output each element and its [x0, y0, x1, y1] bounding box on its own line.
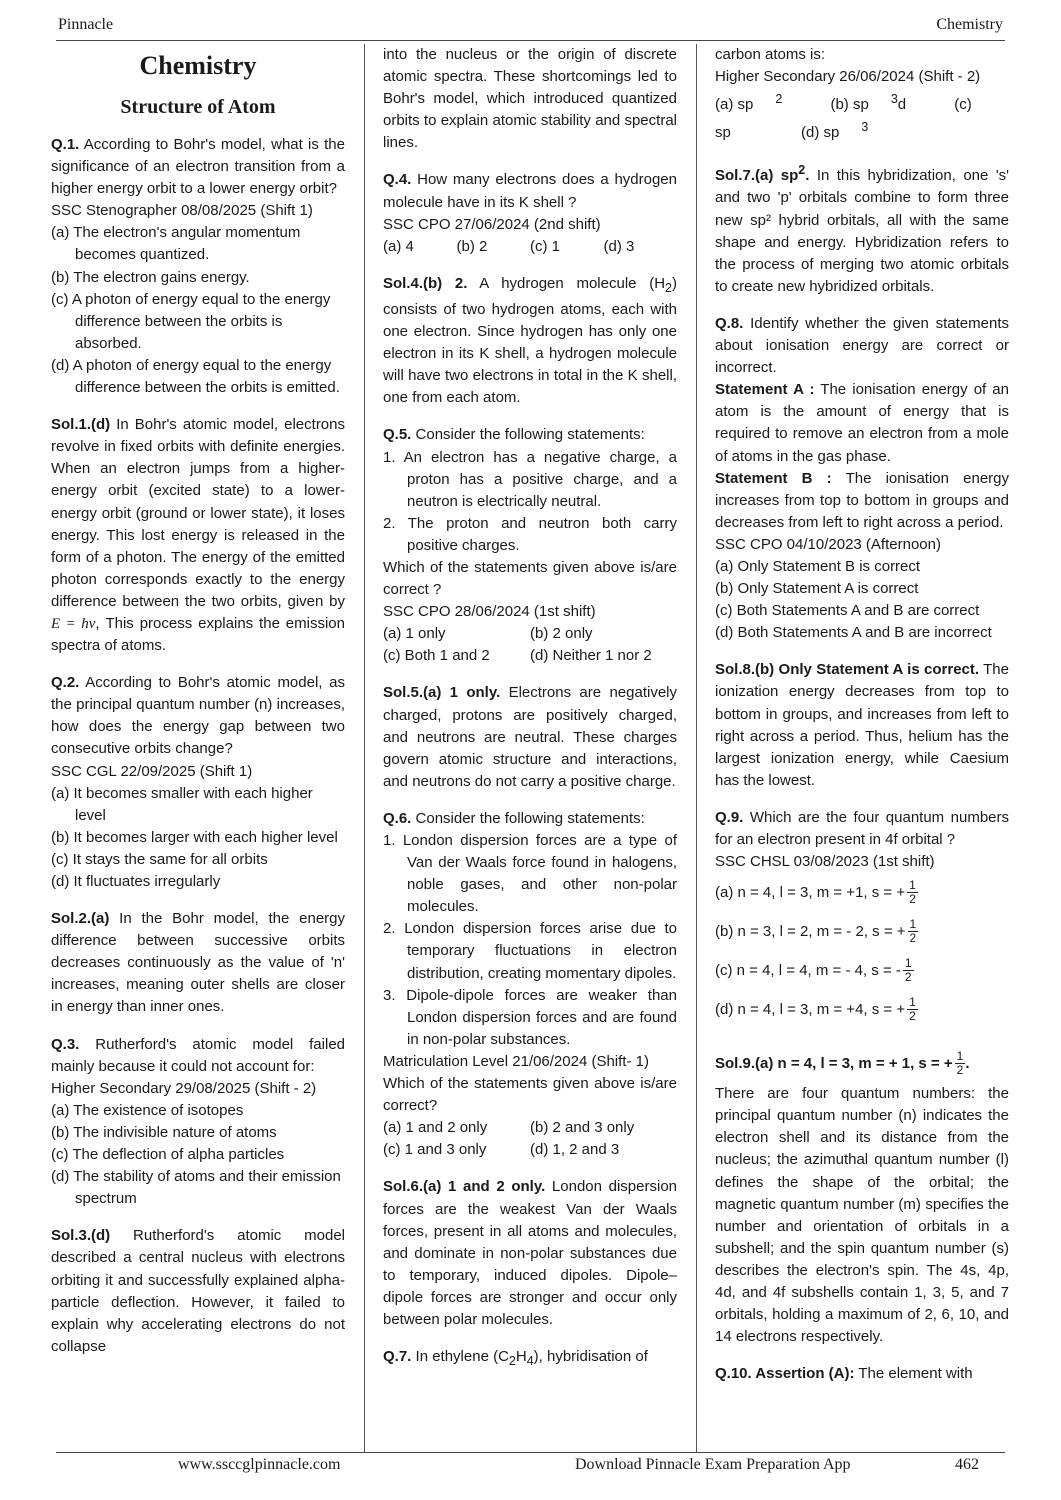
chapter-title: Structure of Atom — [120, 96, 276, 118]
exam-source: SSC Stenographer 08/08/2025 (Shift 1) — [51, 202, 313, 220]
statement-3: 3. Dipole-dipole forces are weaker than London dispersion forces and are found in non-polar substances. — [383, 986, 677, 1048]
solution-label: Sol.8.(b) Only Statement A is correct. — [715, 661, 980, 679]
option-a: (a) 1 only — [383, 625, 446, 643]
option-b: (b) Only Statement A is correct — [715, 580, 919, 598]
header-subject: Chemistry — [936, 16, 1003, 33]
exam-source: Matriculation Level 21/06/2024 (Shift- 1) — [383, 1052, 649, 1070]
page-number: 462 — [955, 1456, 979, 1473]
option-d: (d) 3 — [603, 237, 635, 255]
exam-source: SSC CHSL 03/08/2023 (1st shift) — [715, 853, 935, 871]
question-6 — [383, 808, 677, 1162]
option-d: (d) Both Statements A and B are incorrect — [715, 624, 992, 642]
question-7-options — [715, 88, 1009, 144]
question-label: Q.10. Assertion (A): — [715, 1365, 855, 1383]
exam-source: Higher Secondary 26/06/2024 (Shift - 2) — [715, 68, 981, 86]
option-c: (c) 1 — [530, 237, 560, 255]
option-d: (d) It fluctuates irregularly — [51, 873, 221, 890]
exam-source: SSC CGL 22/09/2025 (Shift 1) — [51, 762, 253, 780]
solution-label: Sol.5.(a) 1 only. — [383, 684, 501, 702]
option-a: (a) sp $^2$ — [715, 92, 783, 114]
page-title: Chemistry — [139, 51, 257, 80]
option-d: (d) 1, 2 and 3 — [530, 1141, 620, 1159]
question-label: Q.6. — [383, 809, 412, 827]
page-header — [58, 14, 1003, 40]
option-b: (b) It becomes larger with each higher level — [51, 828, 338, 846]
option-b: (b) 2 and 3 only — [530, 1119, 635, 1137]
solution-label: Sol.9.(a) n = 4, l = 3, m = + 1, s = + — [715, 1054, 953, 1072]
column-1 — [51, 44, 345, 1450]
solution-5: Sol.5.(a) 1 only. Electrons are negatively charged, protons are positively charged, and neutrons are neutral. These charges govern atomic structure and interactions, and neutrons do not carry a positive charge. — [383, 684, 677, 790]
option-c: (c) Both Statements A and B are correct — [715, 602, 980, 620]
solution-label: Sol.6.(a) 1 and 2 only. — [383, 1178, 546, 1196]
statement-2: 2. London dispersion forces arise due to temporary fluctuations in electron distribution, creating momentary dipoles. — [383, 920, 677, 982]
exam-source: SSC CPO 28/06/2024 (1st shift) — [383, 603, 596, 621]
option-d: (d) n = 4, l = 3, m = +4, s = + $\frac{1}{2}$ — [715, 995, 916, 1024]
question-label: Q.4. — [383, 171, 412, 189]
option-a: (a) The electron's angular momentum becomes quantized. — [51, 224, 301, 264]
question-label: Q.5. — [383, 426, 412, 444]
question-label: Q.3. — [51, 1035, 80, 1053]
solution-8: Sol.8.(b) Only Statement A is correct. The ionization energy decreases from top to bottom in groups, and increases from left to right across a period. Thus, helium has the largest ionization energy, while Caesium has the lowest. — [715, 661, 1009, 789]
solution-label: Sol.1.(d) — [51, 416, 111, 434]
statement-2: 2. The proton and neutron both carry positive charges. — [383, 514, 677, 554]
solution-label: Sol.7.(a) $sp^2$. — [715, 163, 810, 185]
header-brand: Pinnacle — [58, 16, 114, 33]
option-a: (a) n = 4, l = 3, m = +1, s = + $\frac{1}{2}$ — [715, 878, 916, 907]
option-d: (d) A photon of energy equal to the energy difference between the orbits is emitted. — [51, 356, 340, 397]
question-label: Q.7. — [383, 1348, 412, 1366]
question-text: Consider the following statements: — [411, 426, 645, 444]
solution-label: Sol.4.(b) 2. — [383, 274, 468, 292]
option-c: (c) Both 1 and 2 — [383, 647, 490, 665]
exam-source: SSC CPO 27/06/2024 (2nd shift) — [383, 215, 601, 233]
solution-label: Sol.3.(d) — [51, 1227, 111, 1245]
option-d: (d) Neither 1 nor 2 — [530, 647, 652, 665]
solution-label: Sol.2.(a) — [51, 910, 110, 928]
option-b: (b) 2 — [456, 237, 488, 255]
option-b: (b) 2 only — [530, 625, 593, 643]
question-ask: Which of the statements given above is/are correct ? — [383, 558, 677, 599]
column-3 — [715, 44, 1009, 1450]
statement-a: Statement A : The ionisation energy of an atom is the amount of energy that is required to remove an electron from a mole of atoms in the gas phase. — [715, 381, 1009, 465]
question-5 — [383, 424, 677, 667]
question-7-continued: carbon atoms is: — [715, 46, 826, 63]
question-text: According to Bohr's model, what is the significance of an electron transition from a higher energy orbit to a lower energy orbit? — [51, 136, 345, 198]
question-ask: Which of the statements given above is/are correct? — [383, 1075, 677, 1115]
question-label: Q.1. — [51, 136, 80, 153]
question-10: Q.10. Assertion (A): The element with — [715, 1365, 973, 1383]
option-a: (a) 1 and 2 only — [383, 1119, 488, 1137]
option-c: (c) sp — [715, 96, 972, 142]
option-c: (c) It stays the same for all orbits — [51, 850, 268, 868]
option-c: (c) The deflection of alpha particles — [51, 1146, 285, 1164]
question-3 — [51, 1034, 345, 1211]
question-label: Q.2. — [51, 674, 80, 692]
column-divider-2 — [696, 44, 697, 1452]
subscript: 4 — [526, 1354, 534, 1369]
footer-divider — [56, 1452, 1005, 1453]
option-a: (a) It becomes smaller with each higher level — [51, 784, 313, 824]
formula: E = hν — [51, 615, 96, 632]
option-a: (a) 4 — [383, 237, 414, 255]
header-divider — [56, 40, 1005, 41]
option-a: (a) The existence of isotopes — [51, 1101, 244, 1119]
exam-source: Higher Secondary 29/08/2025 (Shift - 2) — [51, 1079, 317, 1097]
question-label: Q.8. — [715, 314, 744, 332]
footer-website-link[interactable]: www.ssccglpinnacle.com — [178, 1456, 341, 1473]
footer-app-promo: Download Pinnacle Exam Preparation App — [575, 1456, 851, 1473]
solution-2: Sol.2.(a) In the Bohr model, the energy difference between successive orbits decreases continuously as the value of 'n' increases, meaning outer shells are closer in energy than inner ones. — [51, 910, 345, 1016]
question-4 — [383, 169, 677, 257]
question-text: Which are the four quantum numbers for an electron present in 4f orbital ? — [715, 808, 1009, 848]
page-footer — [0, 1456, 1061, 1480]
option-b: (b) The electron gains energy. — [51, 268, 250, 286]
option-c: (c) n = 4, l = 4, m = - 4, s = - $\frac{1}{2}$ — [715, 956, 912, 985]
question-text: Rutherford's atomic model failed mainly because it could not account for: — [51, 1035, 345, 1075]
subscript: 2 — [508, 1354, 516, 1369]
option-c: (c) A photon of energy equal to the energy difference between the orbits is absorbed. — [51, 290, 331, 352]
solution-9: Sol.9.(a) n = 4, l = 3, m = + 1, s = + $\frac{1}{2}$ . There are four quantum numbers: the principal quantum number (n) indicates the electron shell and its distance from the nucleus; the azimuthal quantum number (l) defines the shape of the orbital; the magnetic quantum number (m) specifies the number and orientation of orbitals in a subshell; and the spin quantum number (s) describes the electron's spin. The 4s, 4p, 4d, and 4f subshells contain 1, 3, 5, and 7 orbitals, holding a maximum of 2, 6, 10, and 14 electrons respectively. — [715, 1049, 1009, 1346]
question-8 — [715, 313, 1009, 644]
question-text: How many electrons does a hydrogen molecule have in its K shell ? — [383, 171, 677, 211]
column-divider-1 — [364, 44, 365, 1452]
option-c: (c) 1 and 3 only — [383, 1141, 487, 1159]
option-b: (b) n = 3, l = 2, m = - 2, s = + $\frac{1}{2}$ — [715, 917, 917, 946]
solution-6: Sol.6.(a) 1 and 2 only. London dispersion forces are the weakest Van der Waals forces, present in all atoms and molecules, and dominate in non-polar substances due to temporary, induced dipoles. Dipole–dipole forces are stronger and occur only between polar molecules. — [383, 1178, 677, 1328]
question-7: Q.7. In ethylene $(C_2H_4)$, hybridisation of — [383, 1348, 648, 1369]
question-text: Identify whether the given statements about ionisation energy are correct or incorrect. — [715, 314, 1009, 377]
solution-1: Sol.1.(d) In Bohr's atomic model, electrons revolve in fixed orbits with definite energies. When an electron jumps from a higher-energy orbit (excited state) to a lower-energy orbit (ground or lower state), it loses energy. This lost energy is released in the form of a photon. The energy of the emitted photon corresponds exactly to the energy difference between the two orbits, given by E = hν, This process explains the emission spectra of atoms. — [51, 416, 345, 655]
question-2 — [51, 672, 345, 893]
question-label: Q.9. — [715, 808, 744, 826]
question-1 — [51, 134, 345, 399]
option-b: (b) The indivisible nature of atoms — [51, 1123, 277, 1141]
statement-1: 1. An electron has a negative charge, a proton has a positive charge, and a neutron is electrically neutral. — [383, 448, 677, 510]
option-d: (d) sp $^3$ — [801, 120, 869, 142]
column-2 — [383, 44, 677, 1450]
question-text: Consider the following statements: — [411, 809, 645, 827]
option-b: (b) sp $^3$d — [830, 92, 907, 114]
solution-4: Sol.4.(b) 2. A hydrogen molecule $(H_2)$ consists of two hydrogen atoms, each with one electron. Since hydrogen has only one electron in its K shell, a hydrogen molecule will have two electrons in total in the K shell, one from each atom. — [383, 274, 677, 407]
question-text: According to Bohr's atomic model, as the principal quantum number (n) increases, how does the energy gap between two consecutive orbits change? — [51, 674, 345, 758]
solution-3-continued: into the nucleus or the origin of discrete atomic spectra. These shortcomings led to Bohr's model, which introduced quantized orbits to explain atomic stability and spectral lines. — [383, 46, 677, 152]
statement-1: 1. London dispersion forces are a type of Van der Waals force found in halogens, noble gases, and other non-polar molecules. — [383, 832, 677, 916]
option-d: (d) The stability of atoms and their emission spectrum — [51, 1168, 341, 1208]
subscript: 2 — [665, 280, 672, 295]
exam-source: SSC CPO 04/10/2023 (Afternoon) — [715, 535, 941, 553]
solution-7: Sol.7.(a) $sp^2$. In this hybridization, one 's' and two 'p' orbitals combine to form three new sp² hybrid orbitals, all with the same shape and energy. Hybridization refers to the process of merging two atomic orbitals to create new hybridized orbitals. — [715, 163, 1009, 295]
solution-3: Sol.3.(d) Rutherford's atomic model described a central nucleus with electrons orbiting it and successfully explained alpha-particle deflection. However, it failed to explain why accelerating electrons do not collapse — [51, 1227, 345, 1355]
option-a: (a) Only Statement B is correct — [715, 557, 921, 575]
statement-b: Statement B : The ionisation energy increases from top to bottom in groups and decreases from left to right across a period. — [715, 469, 1009, 531]
question-9 — [715, 807, 1009, 1029]
